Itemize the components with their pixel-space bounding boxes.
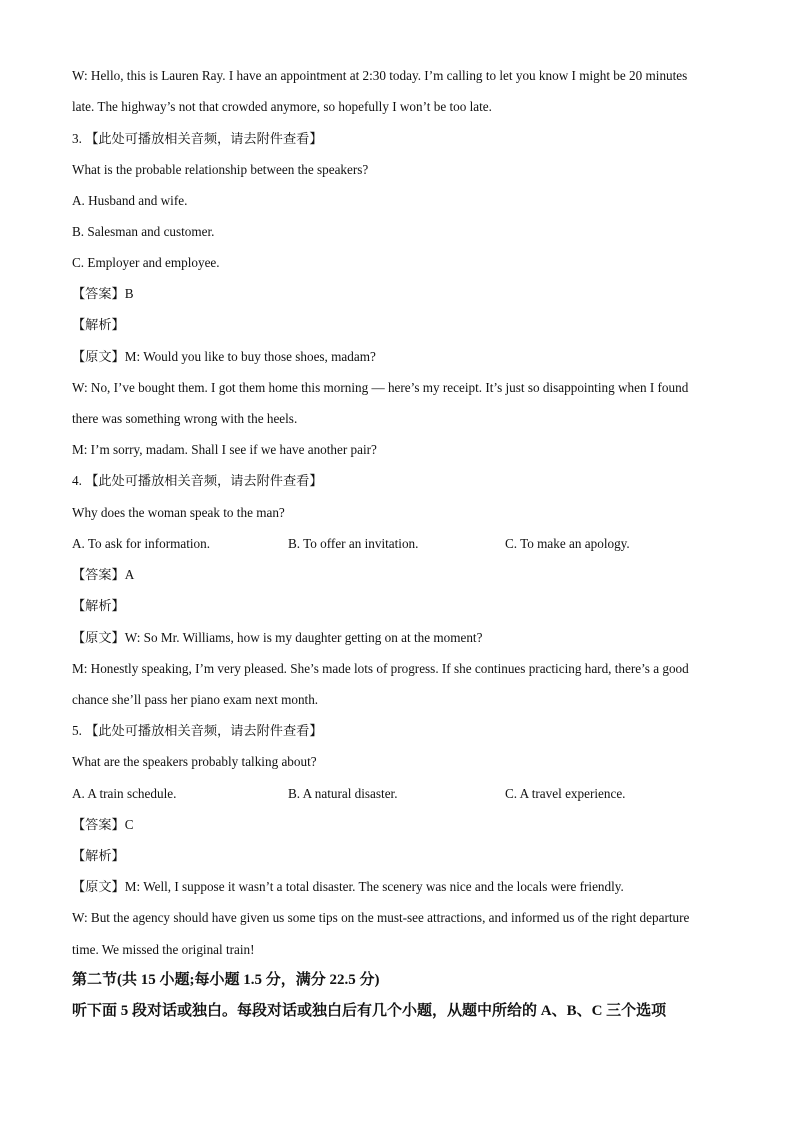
option-b: B. To offer an invitation. bbox=[288, 536, 419, 551]
answer-label: 【答案】A bbox=[72, 567, 135, 582]
analysis-label: 【解析】 bbox=[72, 598, 125, 613]
transcript-line: late. The highway’s not that crowded anymore, so hopefully I won’t be too late. bbox=[72, 99, 492, 114]
transcript-line: there was something wrong with the heels. bbox=[72, 411, 298, 426]
transcript-line: W: But the agency should have given us some tips on the must-see attractions, and informed us of the right departure bbox=[72, 910, 690, 925]
option-c: C. Employer and employee. bbox=[72, 255, 220, 270]
transcript-line: W: No, I’ve bought them. I got them home this morning — here’s my receipt. It’s just so disappointing when I found bbox=[72, 380, 689, 395]
transcript-line: time. We missed the original train! bbox=[72, 942, 255, 957]
option-b: B. A natural disaster. bbox=[288, 786, 398, 801]
section-instructions: 听下面 5 段对话或独白。每段对话或独白后有几个小题，从题中所给的 A、B、C 三个选项 bbox=[72, 1003, 667, 1019]
transcript-line: chance she’ll pass her piano exam next month. bbox=[72, 692, 319, 707]
question-header: 5. 【此处可播放相关音频，请去附件查看】 bbox=[72, 723, 323, 738]
option-a: A. A train schedule. bbox=[72, 786, 177, 801]
question-header: 3. 【此处可播放相关音频，请去附件查看】 bbox=[72, 131, 323, 146]
transcript-line: 【原文】M: Would you like to buy those shoes, madam? bbox=[72, 349, 376, 364]
answer-label: 【答案】B bbox=[72, 286, 134, 301]
transcript-line: M: I’m sorry, madam. Shall I see if we have another pair? bbox=[72, 442, 377, 457]
option-c: C. A travel experience. bbox=[505, 786, 626, 801]
analysis-label: 【解析】 bbox=[72, 317, 125, 332]
transcript-line: W: Hello, this is Lauren Ray. I have an appointment at 2:30 today. I’m calling to let you know I might be 20 minutes bbox=[72, 68, 688, 83]
transcript-line: 【原文】W: So Mr. Williams, how is my daughter getting on at the moment? bbox=[72, 630, 483, 645]
option-a: A. To ask for information. bbox=[72, 536, 211, 551]
question-text: What is the probable relationship between the speakers? bbox=[72, 162, 369, 177]
transcript-line: 【原文】M: Well, I suppose it wasn’t a total disaster. The scenery was nice and the locals were friendly. bbox=[72, 879, 624, 894]
question-text: What are the speakers probably talking about? bbox=[72, 754, 317, 769]
answer-label: 【答案】C bbox=[72, 817, 134, 832]
option-b: B. Salesman and customer. bbox=[72, 224, 215, 239]
analysis-label: 【解析】 bbox=[72, 848, 125, 863]
question-text: Why does the woman speak to the man? bbox=[72, 505, 285, 520]
transcript-line: M: Honestly speaking, I’m very pleased. She’s made lots of progress. If she continues practicing hard, there’s a good bbox=[72, 661, 689, 676]
question-header: 4. 【此处可播放相关音频，请去附件查看】 bbox=[72, 473, 323, 488]
option-c: C. To make an apology. bbox=[505, 536, 630, 551]
option-a: A. Husband and wife. bbox=[72, 193, 188, 208]
section-heading: 第二节(共 15 小题;每小题 1.5 分，满分 22.5 分) bbox=[72, 972, 380, 988]
